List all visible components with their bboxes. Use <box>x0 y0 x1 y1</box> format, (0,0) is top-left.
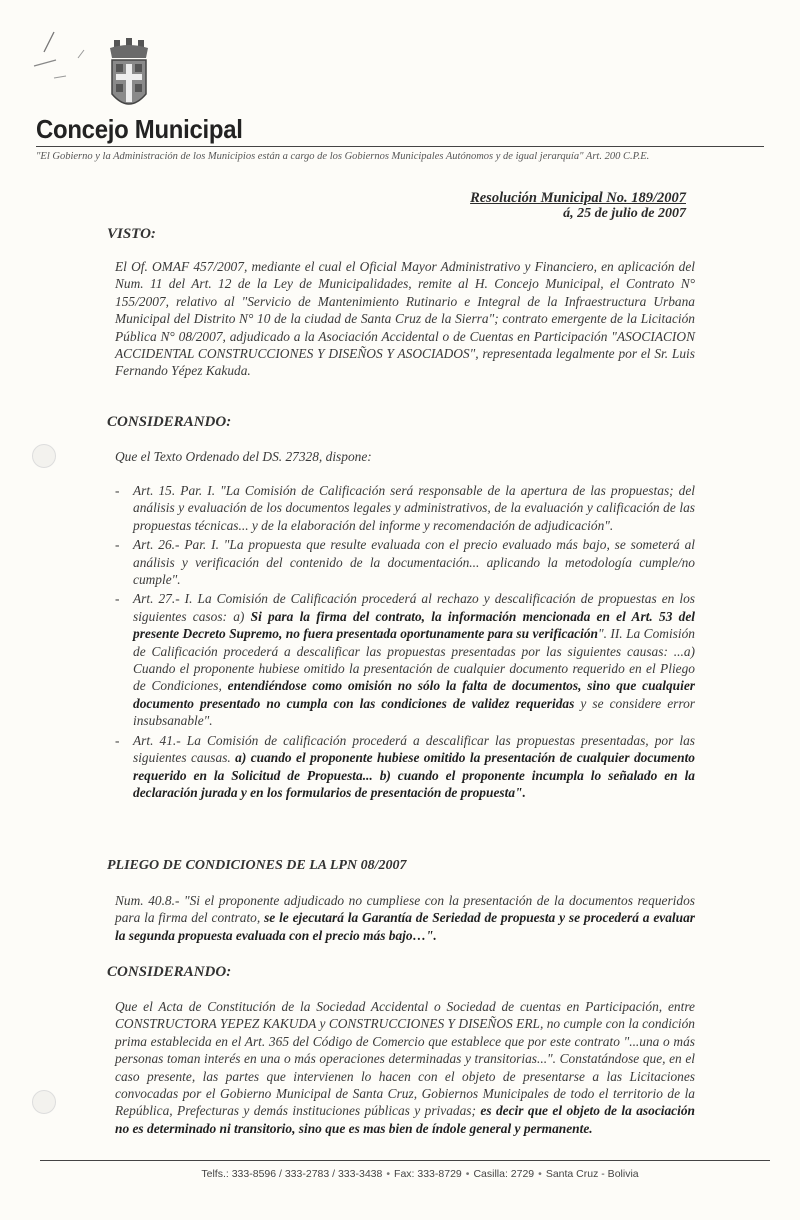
article-text: "La propuesta que resulte evaluada con el precio evaluado más bajo, se someterá al análisis y verificación del contenido de la documentación... aplicando la metodología cumple/no cumple". <box>133 537 695 588</box>
footer-city: Santa Cruz - Bolivia <box>545 1168 639 1180</box>
considerando-2-paragraph <box>115 998 695 1137</box>
article-bold-text: Si para la firma del contrato, la información mencionada en el Art. 53 del presente Decreto Supremo, no fuera presentada oportunamente para su verificación <box>133 608 695 642</box>
pliego-heading: PLIEGO DE CONDICIONES DE LA LPN 08/2007 <box>107 858 407 873</box>
header-motto: "El Gobierno y la Administración de los Municipios están a cargo de los Gobiernos Municipales Autónomos y de igual jerarquía" Art. 200 C.P.E. <box>36 151 650 162</box>
article-text: "La Comisión de Calificación será responsable de la apertura de las propuestas; del análisis y evaluación de los documentos legales y administrativos, de la evaluación y calificación de las propuestas técnicas... y de la elaboración del informe y recomendación de adjudicación". <box>133 483 696 533</box>
article-text: y se considere error insubsanable". <box>133 695 696 729</box>
visto-paragraph: El Of. OMAF 457/2007, mediante el cual el Oficial Mayor Administrativo y Financiero, en aplicación del Num. 11 del Art. 12 de la Ley de Municipalidades, remite al H. Concejo Municipal, el Contrato N° 155/2007, relativo al "Servicio de Mantenimiento Rutinario e Integral de la Infraestructura Urbana Municipal del Distrito N° 10 de la ciudad de Santa Cruz de la Sierra"; contrato emergente de la Licitación Pública N° 08/2007, adjudicado a la Asociación Accidental o de Cuentas en Participación "ASOCIACION ACCIDENTAL CONSTRUCCIONES Y DISEÑOS Y ASOCIADOS", representada legalmente por el Sr. Luis Fernando Yépez Kakuda. <box>115 259 695 379</box>
list-dash: - <box>115 591 120 607</box>
list-dash: - <box>115 537 120 553</box>
footer-separator: • <box>386 1168 391 1180</box>
article-label: Art. 27.- I. <box>133 591 193 607</box>
article-label: Art. 26.- Par. I. <box>133 537 219 553</box>
municipal-crest-icon <box>104 38 154 120</box>
footer-separator: • <box>538 1168 542 1180</box>
footer-contact <box>140 1168 700 1180</box>
footer-separator: • <box>465 1168 470 1180</box>
pliego-text: Num. 40.8.- "Si el proponente adjudicado no cumpliese con la presentación de la documentos requeridos para la firma del contrato, <box>115 893 695 926</box>
article-item <box>115 590 695 729</box>
footer-fax: Fax: 333-8729 <box>394 1168 462 1180</box>
resolution-date: á, 25 de julio de 2007 <box>563 206 686 221</box>
considerando-2-bold-text: es decir que el objeto de la asociación no es determinado ni transitorio, sino que es mas bien de índole general y permanente. <box>115 1103 695 1136</box>
punch-hole <box>32 1090 56 1114</box>
considerando-heading-2: CONSIDERANDO: <box>107 964 232 980</box>
considerando-2-text: Que el Acta de Constitución de la Sociedad Accidental o Sociedad de cuentas en Participación, entre CONSTRUCTORA YEPEZ KAKUDA y CONSTRUCCIONES Y DISEÑOS ERL, no cumple con la condición prima establecida en el Art. 365 del Código de Comercio que establece que por este contrato "...una o más personas toman interés en una o más operaciones determinadas y transitorias...". Constatándose que, en el caso presente, las partes que intervienen lo hacen con el objeto de presentarse a las Licitaciones convocadas por el Gobierno Municipal de Santa Cruz, Gobiernos Municipales de todo el territorio de la República, Prefecturas y demás instituciones públicas y privadas; <box>115 999 695 1119</box>
pliego-bold-text: se le ejecutará la Garantía de Seriedad de propuesta y se procederá a evaluar la segunda propuesta evaluada con el precio más bajo…". <box>115 910 695 943</box>
council-name: Concejo Municipal <box>36 114 243 144</box>
considerando-heading-1: CONSIDERANDO: <box>107 414 232 430</box>
footer-rule <box>40 1160 770 1161</box>
article-bold-text: entendiéndose como omisión no sólo la falta de documentos, sino que cualquier documento presentado no cumpla con las condiciones de validez requeridas <box>133 678 695 711</box>
article-text: La Comisión de calificación procederá a descalificar las propuestas presentadas, por las siguientes causas. <box>133 732 695 766</box>
footer-casilla: Casilla: 2729 <box>473 1168 535 1180</box>
list-dash: - <box>115 483 120 498</box>
list-dash: - <box>115 732 120 748</box>
footer-phones: Telfs.: 333-8596 / 333-2783 / 333-3438 <box>201 1168 383 1180</box>
article-bold-text: a) cuando el proponente hubiese omitido la presentación de cualquier documento requerido en la Solicitud de Propuesta... b) cuando el proponente incumpla lo señalado en la declaración jurada y en los formularios de presentación de propuesta". <box>133 750 695 800</box>
pen-marks <box>26 30 106 90</box>
article-label: Art. 41.- <box>133 732 181 748</box>
article-label: Art. 15. Par. I. <box>133 483 216 498</box>
article-list <box>115 482 695 803</box>
article-item <box>115 732 695 802</box>
visto-heading: VISTO: <box>107 226 156 242</box>
pliego-paragraph <box>115 892 695 944</box>
punch-hole <box>32 444 56 468</box>
article-text: La Comisión de Calificación procederá al rechazo y descalificación de propuestas en los siguientes casos: a) <box>133 591 695 624</box>
resolution-title: Resolución Municipal No. 189/2007 <box>470 190 686 206</box>
article-item <box>115 536 695 588</box>
article-item <box>115 482 695 534</box>
article-text: ". II. La Comisión de Calificación procederá a descalificar las propuestas presentadas por las siguientes causas: ...a) Cuando el proponente hubiese omitido la presentación de cualquier documento requerido en el Pliego de Condiciones, <box>133 626 695 694</box>
header-rule <box>36 146 764 147</box>
considerando-intro: Que el Texto Ordenado del DS. 27328, dispone: <box>115 449 372 464</box>
